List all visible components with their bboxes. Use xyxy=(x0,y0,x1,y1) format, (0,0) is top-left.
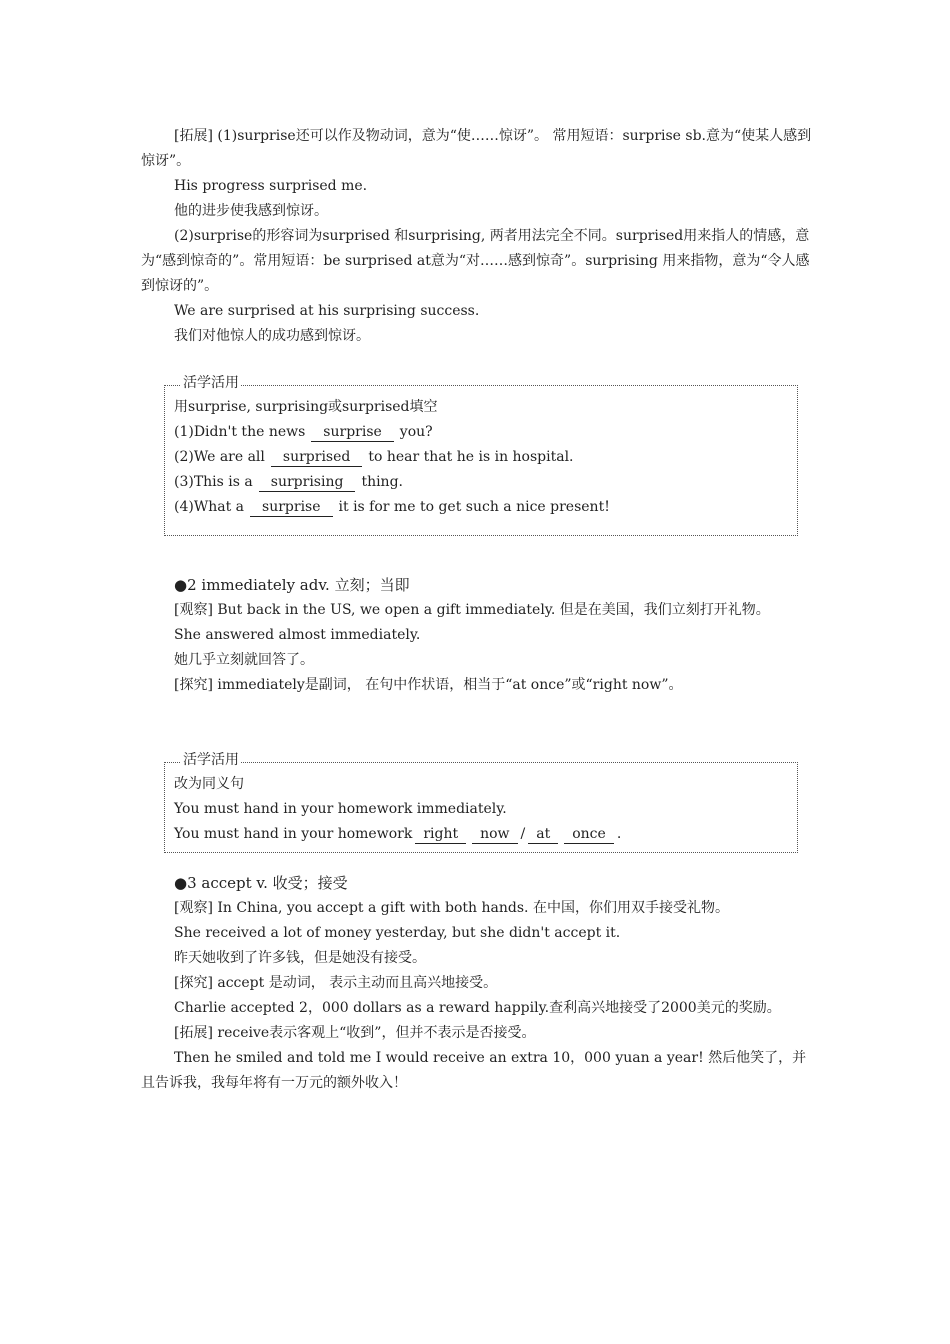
example-sentence-en: His progress surprised me. xyxy=(174,178,368,194)
practice-box-1 xyxy=(164,375,798,536)
section-immediately xyxy=(141,573,813,698)
example-sentence: Charlie accepted 2，000 dollars as a reward happily.查利高兴地接受了2000美元的奖励。 xyxy=(174,1000,781,1016)
section-accept xyxy=(141,871,813,1096)
box-title: 活学活用 xyxy=(183,752,239,768)
explore-paragraph: [探究] accept 是动词， 表示主动而且高兴地接受。 xyxy=(174,975,498,991)
expansion-paragraph-2: (2)surprise的形容词为surprised 和surprising, 两者用法完全不同。surprised用来指人的情感，意为“感到惊奇的”。常用短语：be surprised at意为“对……感到惊奇”。surprising 用来指物，意为“令人感到惊讶的”。 xyxy=(141,228,810,294)
answer-blank: surprised xyxy=(271,449,362,467)
exercise-item: (1)Didn't the news surprise you? xyxy=(174,424,433,440)
box-instruction: 用surprise, surprising或surprised填空 xyxy=(174,399,438,415)
vocab-heading: ●3 accept v. 收受；接受 xyxy=(174,874,348,892)
observe-paragraph: [观察] In China, you accept a gift with both hands. 在中国，你们用双手接受礼物。 xyxy=(174,900,729,916)
answer-blank: right xyxy=(415,826,466,844)
answer-blank: surprise xyxy=(311,424,394,442)
example-sentence-en: She answered almost immediately. xyxy=(174,627,421,643)
explore-paragraph: [探究] immediately是副词， 在句中作状语，相当于“at once”或“right now”。 xyxy=(174,677,683,693)
example-sentence-en: She received a lot of money yesterday, but she didn't accept it. xyxy=(174,925,621,941)
box-title: 活学活用 xyxy=(183,375,239,391)
expansion-paragraph: [拓展] receive表示客观上“收到”，但并不表示是否接受。 xyxy=(174,1025,536,1041)
example-sentence: Then he smiled and told me I would receive an extra 10，000 yuan a year! 然后他笑了，并且告诉我，我每年将有一万元的额外收入！ xyxy=(141,1050,807,1091)
example-sentence-zh: 昨天她收到了许多钱，但是她没有接受。 xyxy=(174,950,426,966)
exercise-item: (4)What a surprise it is for me to get such a nice present! xyxy=(174,499,610,515)
vocab-heading: ●2 immediately adv. 立刻；当即 xyxy=(174,576,410,594)
expansion-paragraph-1: [拓展] (1)surprise还可以作及物动词，意为“使……惊讶”。 常用短语：surprise sb.意为“使某人感到惊讶”。 xyxy=(141,128,812,169)
example-sentence-zh: 我们对他惊人的成功感到惊讶。 xyxy=(174,328,370,344)
answer-blank: at xyxy=(528,826,558,844)
observe-paragraph: [观察] But back in the US, we open a gift immediately. 但是在美国，我们立刻打开礼物。 xyxy=(174,602,770,618)
example-sentence-zh: 他的进步使我感到惊讶。 xyxy=(174,203,328,219)
exercise-item: (3)This is a surprising thing. xyxy=(174,474,403,490)
answer-blank: now xyxy=(472,826,517,844)
rewrite-sentence: You must hand in your homework right now / at once . xyxy=(174,826,622,842)
answer-blank: surprise xyxy=(250,499,333,517)
section-surprise-expansion xyxy=(141,124,813,349)
practice-box-2 xyxy=(164,752,798,853)
example-sentence-zh: 她几乎立刻就回答了。 xyxy=(174,652,314,668)
answer-blank: surprising xyxy=(259,474,356,492)
answer-blank: once xyxy=(564,826,614,844)
exercise-item: (2)We are all surprised to hear that he is in hospital. xyxy=(174,449,574,465)
original-sentence: You must hand in your homework immediately. xyxy=(174,801,507,817)
example-sentence-en: We are surprised at his surprising success. xyxy=(174,303,480,319)
box-instruction: 改为同义句 xyxy=(174,776,244,792)
